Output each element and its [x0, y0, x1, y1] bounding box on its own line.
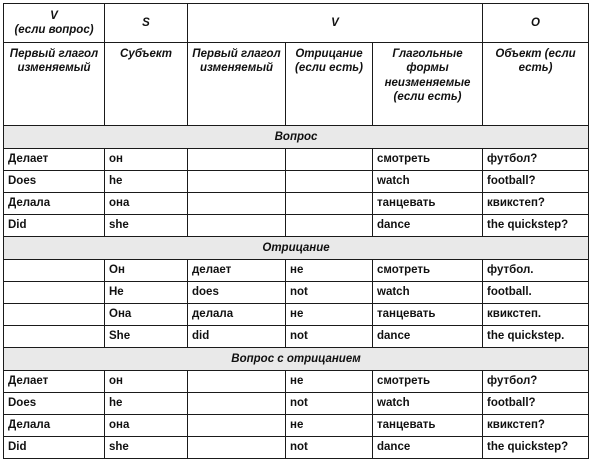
table-row	[4, 371, 589, 393]
table-cell	[286, 215, 373, 237]
table-row	[4, 304, 589, 326]
header-letter: V	[50, 9, 58, 22]
header-s: S	[105, 4, 188, 43]
table-cell: dance	[373, 326, 483, 348]
table-cell	[286, 149, 373, 171]
table-cell: Делает	[4, 149, 105, 171]
table-cell: she	[105, 215, 188, 237]
section-header-row	[4, 126, 589, 149]
table-cell: танцевать	[373, 193, 483, 215]
table-cell: футбол?	[483, 371, 589, 393]
table-cell	[4, 260, 105, 282]
table-cell: does	[188, 282, 286, 304]
table-cell: квикстеп?	[483, 415, 589, 437]
table-cell: Does	[4, 171, 105, 193]
table-row	[4, 326, 589, 348]
table-cell	[188, 437, 286, 459]
table-cell: the quickstep?	[483, 437, 589, 459]
table-cell	[188, 415, 286, 437]
table-cell: football.	[483, 282, 589, 304]
table-cell: он	[105, 149, 188, 171]
table-cell: football?	[483, 171, 589, 193]
table-cell: не	[286, 304, 373, 326]
table-cell	[4, 304, 105, 326]
table-cell: Делала	[4, 193, 105, 215]
table-cell	[188, 393, 286, 415]
table-cell: не	[286, 260, 373, 282]
table-cell	[188, 371, 286, 393]
table-cell: она	[105, 193, 188, 215]
table-row	[4, 415, 589, 437]
table-cell: she	[105, 437, 188, 459]
section-header-row	[4, 237, 589, 260]
table-cell: Делает	[4, 371, 105, 393]
table-cell: Did	[4, 437, 105, 459]
role-subject: Субъект	[105, 43, 188, 126]
grammar-table	[3, 3, 589, 459]
table-cell: танцевать	[373, 304, 483, 326]
role-verb-forms: Глагольные формы неизменяемые (если есть)	[373, 43, 483, 126]
table-cell: делает	[188, 260, 286, 282]
table-row	[4, 193, 589, 215]
table-cell	[286, 171, 373, 193]
table-cell: не	[286, 371, 373, 393]
table-cell: квикстеп.	[483, 304, 589, 326]
table-cell: She	[105, 326, 188, 348]
table-cell: did	[188, 326, 286, 348]
table-cell	[188, 149, 286, 171]
table-cell	[188, 193, 286, 215]
table-cell: танцевать	[373, 415, 483, 437]
table-body	[4, 126, 589, 459]
section-title: Отрицание	[4, 237, 589, 260]
table-cell	[4, 326, 105, 348]
table-cell: dance	[373, 437, 483, 459]
table-cell: the quickstep?	[483, 215, 589, 237]
table-cell: смотреть	[373, 149, 483, 171]
header-o: O	[483, 4, 589, 43]
table-cell: он	[105, 371, 188, 393]
table-cell: the quickstep.	[483, 326, 589, 348]
table-cell: he	[105, 393, 188, 415]
table-cell: watch	[373, 171, 483, 193]
header-row-letters	[4, 4, 589, 43]
table-cell	[188, 171, 286, 193]
table-cell	[286, 193, 373, 215]
table-cell: football?	[483, 393, 589, 415]
table-row	[4, 149, 589, 171]
header-sub: (если вопрос)	[14, 24, 94, 36]
table-cell: not	[286, 282, 373, 304]
table-cell: he	[105, 171, 188, 193]
table-row	[4, 260, 589, 282]
header-v: V	[188, 4, 483, 43]
table-cell: Делала	[4, 415, 105, 437]
table-cell: watch	[373, 282, 483, 304]
table-cell: футбол?	[483, 149, 589, 171]
table-cell: делала	[188, 304, 286, 326]
table-cell: Она	[105, 304, 188, 326]
table-cell: смотреть	[373, 371, 483, 393]
role-first-verb-q: Первый глагол изменяемый	[4, 43, 105, 126]
table-row	[4, 215, 589, 237]
table-cell: она	[105, 415, 188, 437]
table-cell: Does	[4, 393, 105, 415]
section-header-row	[4, 348, 589, 371]
table-cell: not	[286, 437, 373, 459]
table-cell: dance	[373, 215, 483, 237]
table-cell: смотреть	[373, 260, 483, 282]
section-title: Вопрос	[4, 126, 589, 149]
table-cell: Он	[105, 260, 188, 282]
table-row	[4, 171, 589, 193]
table-cell: He	[105, 282, 188, 304]
table-row	[4, 393, 589, 415]
table-cell: not	[286, 393, 373, 415]
header-row-roles	[4, 43, 589, 126]
table-cell: not	[286, 326, 373, 348]
role-negation: Отрицание (если есть)	[286, 43, 373, 126]
role-first-verb: Первый глагол изменяемый	[188, 43, 286, 126]
table-cell	[188, 215, 286, 237]
table-row	[4, 437, 589, 459]
table-cell: не	[286, 415, 373, 437]
table-cell: watch	[373, 393, 483, 415]
section-title: Вопрос с отрицанием	[4, 348, 589, 371]
role-object: Объект (если есть)	[483, 43, 589, 126]
table-cell: футбол.	[483, 260, 589, 282]
header-v-question	[4, 4, 105, 43]
table-cell: квикстеп?	[483, 193, 589, 215]
table-cell	[4, 282, 105, 304]
table-cell: Did	[4, 215, 105, 237]
table-row	[4, 282, 589, 304]
